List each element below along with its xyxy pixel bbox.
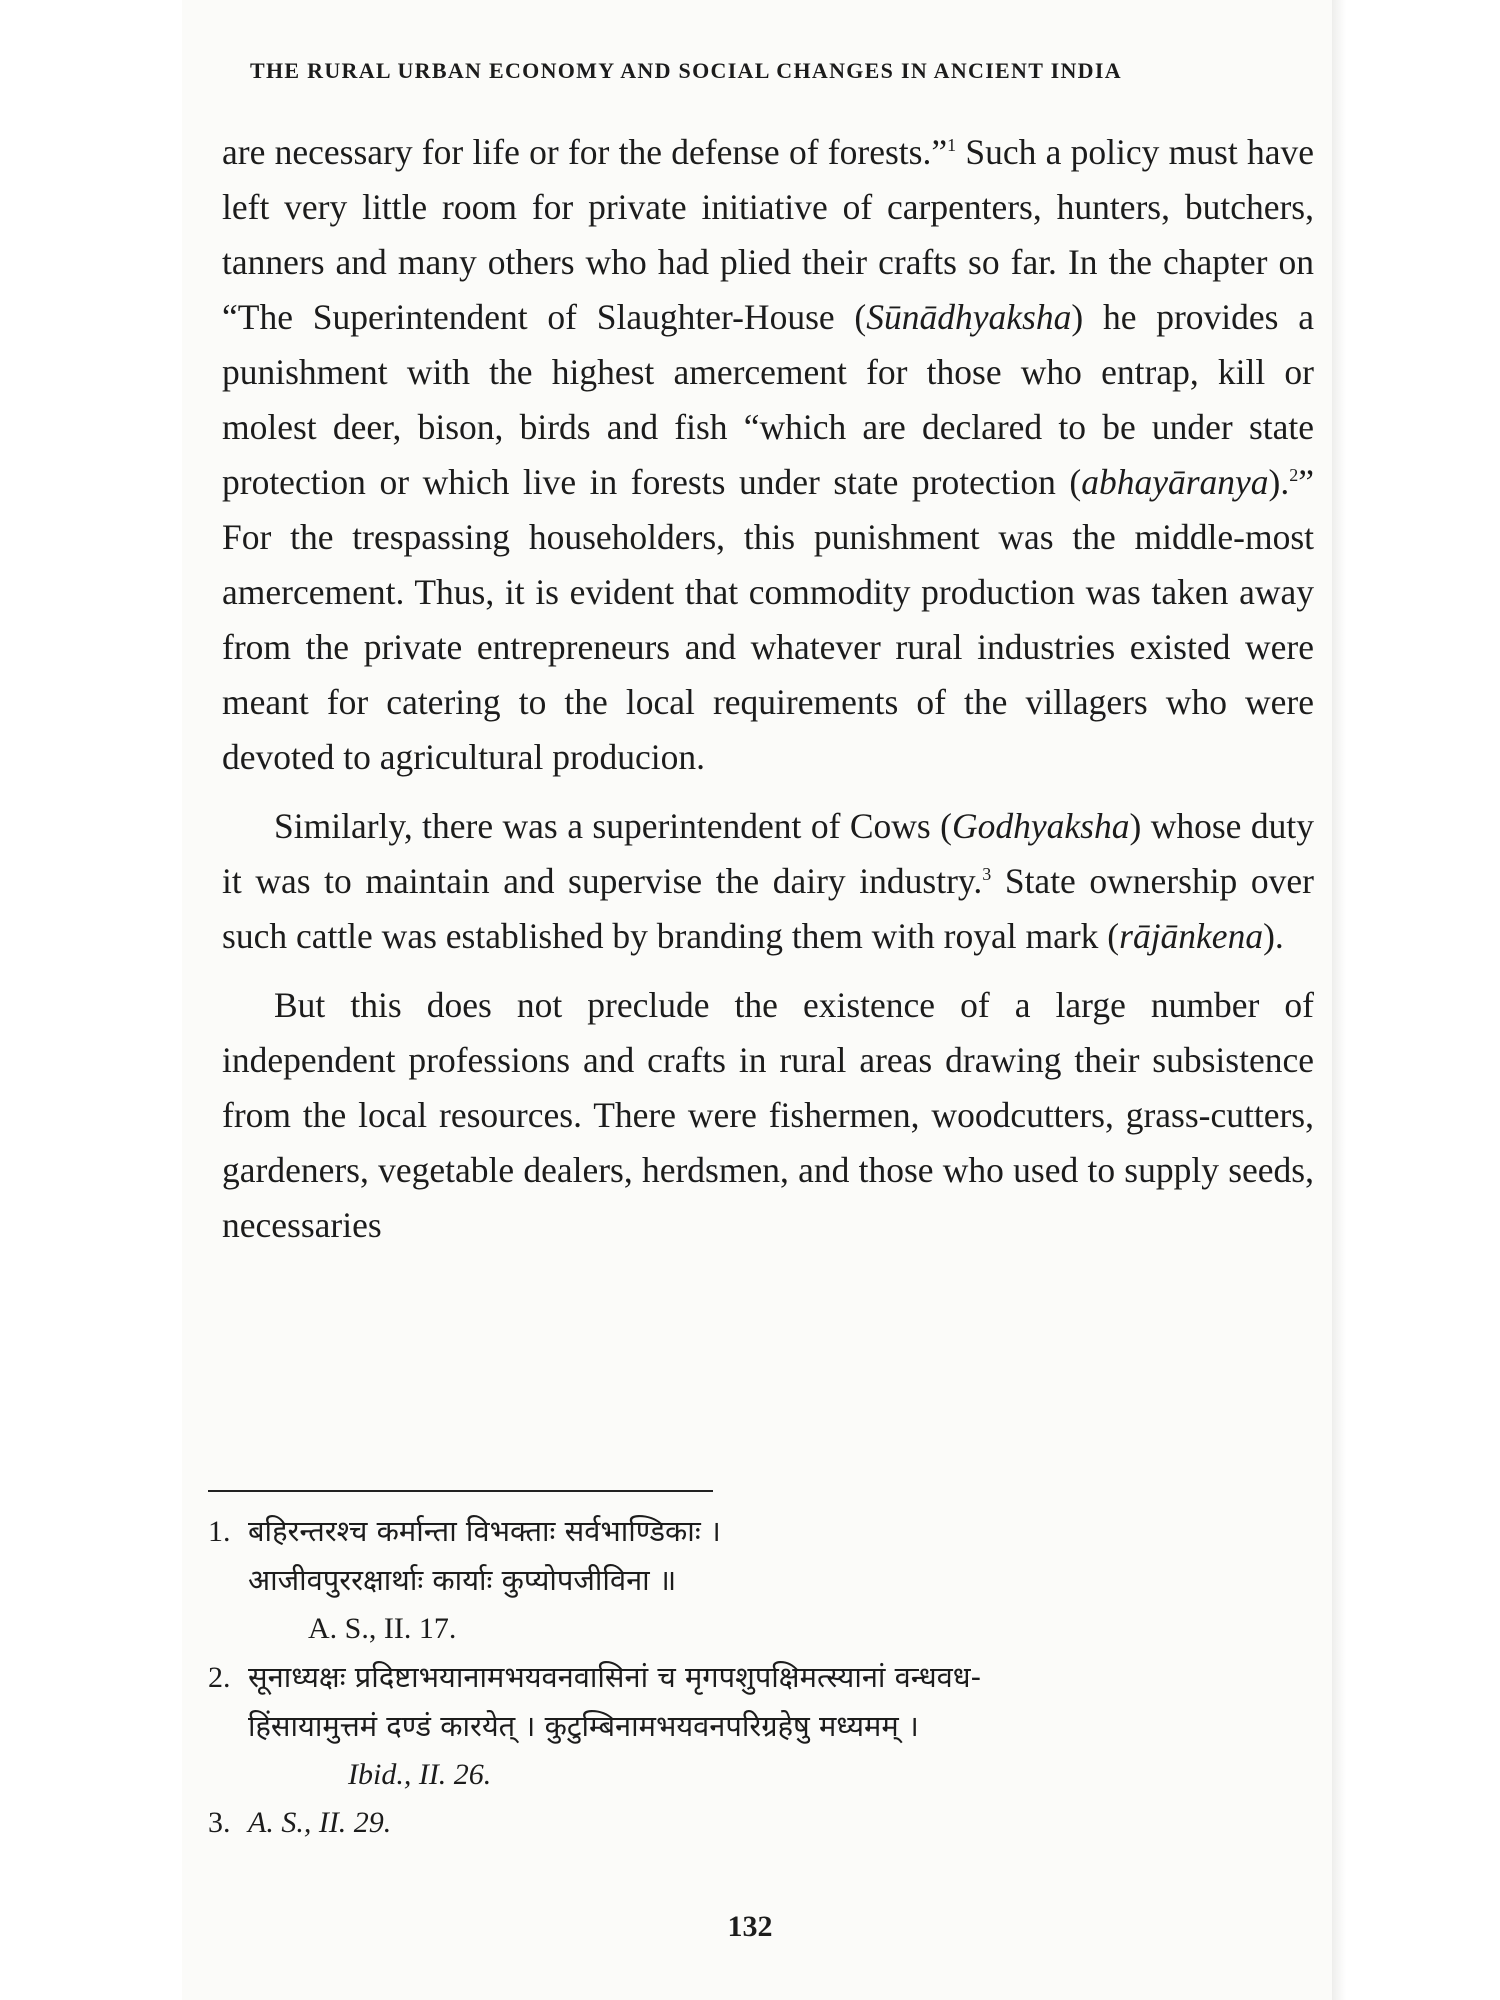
term-sunadhyaksha: Sūnādhyaksha xyxy=(866,297,1072,337)
footnote-2-line-2 xyxy=(208,1705,1308,1748)
footnote-1-citation-row xyxy=(208,1608,1308,1650)
footnote-1-number: 1. xyxy=(208,1515,231,1548)
p1-text-5: ” For the trespassing householders, this punishment was the middle-most amercement. Thus, it is evident that commodity production was taken away from the private entrepreneurs and whatever rural industries existed were meant for catering to the local requirements of the villagers who were devoted to agricultural producion. xyxy=(222,462,1314,777)
footnote-2-line-1 xyxy=(208,1656,1308,1699)
footnote-1-sanskrit-2: आजीवपुररक्षार्थाः कार्याः कुप्योपजीविना ॥ xyxy=(248,1563,677,1597)
footnote-1-sanskrit-1: बहिरन्तरश्च कर्मान्ता विभक्ताः सर्वभाण्डिकाः । xyxy=(248,1514,721,1548)
footnote-1-line-2 xyxy=(208,1559,1308,1602)
p1-text-3: ) he provides a punishment with the highest amercement for those who entrap, kill or molest deer, bison, birds and fish “which are declared to be under state protection or which live in forests under state protection ( xyxy=(222,297,1315,502)
footnote-rule xyxy=(208,1490,713,1492)
footnote-ref-2: 2 xyxy=(1289,465,1299,486)
p2-text-2: ) whose duty it was to maintain and supervise the dairy industry. xyxy=(222,806,1314,901)
p2-text-1: Similarly, there was a superintendent of Cows ( xyxy=(274,806,952,846)
footnote-2-number: 2. xyxy=(208,1661,231,1694)
footnotes xyxy=(208,1510,1308,1850)
paragraph-3: But this does not preclude the existence of a large number of independent professions and crafts in rural areas drawing their subsistence from the local resources. There were fishermen, woodcutters, grass-cutters, gardeners, vegetable dealers, herdsmen, and those who used to supply seeds, necessaries xyxy=(222,985,1314,1245)
footnote-2-sanskrit-2: हिंसायामुत्तमं दण्डं कारयेत् । कुटुम्बिनामभयवनपरिग्रहेषु मध्यमम् । xyxy=(248,1709,919,1743)
footnote-3-citation: A. S., II. 29. xyxy=(248,1806,392,1839)
footnote-1-line-1 xyxy=(208,1510,1308,1553)
paragraph-1 xyxy=(222,125,1314,785)
p2-text-3: State ownership over such cattle was established by branding them with royal mark ( xyxy=(222,861,1314,956)
footnote-ref-3: 3 xyxy=(982,864,992,885)
page-number: 132 xyxy=(727,1910,773,1943)
footnote-2-sanskrit-1: सूनाध्यक्षः प्रदिष्टाभयानामभयवनवासिनां च मृगपशुपक्षिमत्स्यानां वन्धवध- xyxy=(248,1660,982,1694)
term-rajankena: rājānkena xyxy=(1119,916,1264,956)
footnote-ref-1: 1 xyxy=(947,135,957,156)
footnote-1-citation: A. S., II. 17. xyxy=(308,1612,457,1645)
p1-text-4: ). xyxy=(1268,462,1290,502)
p2-text-4: ). xyxy=(1263,916,1284,956)
term-godhyaksha: Godhyaksha xyxy=(952,806,1130,846)
running-head: THE RURAL URBAN ECONOMY AND SOCIAL CHANGES IN ANCIENT INDIA xyxy=(250,58,1122,83)
footnote-3-line-1 xyxy=(208,1802,1308,1844)
page-edge-shadow xyxy=(1332,0,1346,2000)
footnote-2-citation: Ibid., II. 26. xyxy=(348,1758,492,1791)
footnote-3-number: 3. xyxy=(208,1806,231,1839)
p1-text-1: are necessary for life or for the defense of forests.” xyxy=(222,132,948,172)
term-abhayaranya: abhayāranya xyxy=(1081,462,1269,502)
body-text xyxy=(222,125,1314,1267)
p1-text-2: Such a policy must have left very little room for private initiative of carpenters, hunters, butchers, tanners and many others who had plied their crafts so far. In the chapter on “The Superintendent of Slaughter-House ( xyxy=(222,132,1314,337)
paragraph-2 xyxy=(222,799,1314,964)
footnote-2-citation-row xyxy=(208,1754,1308,1796)
